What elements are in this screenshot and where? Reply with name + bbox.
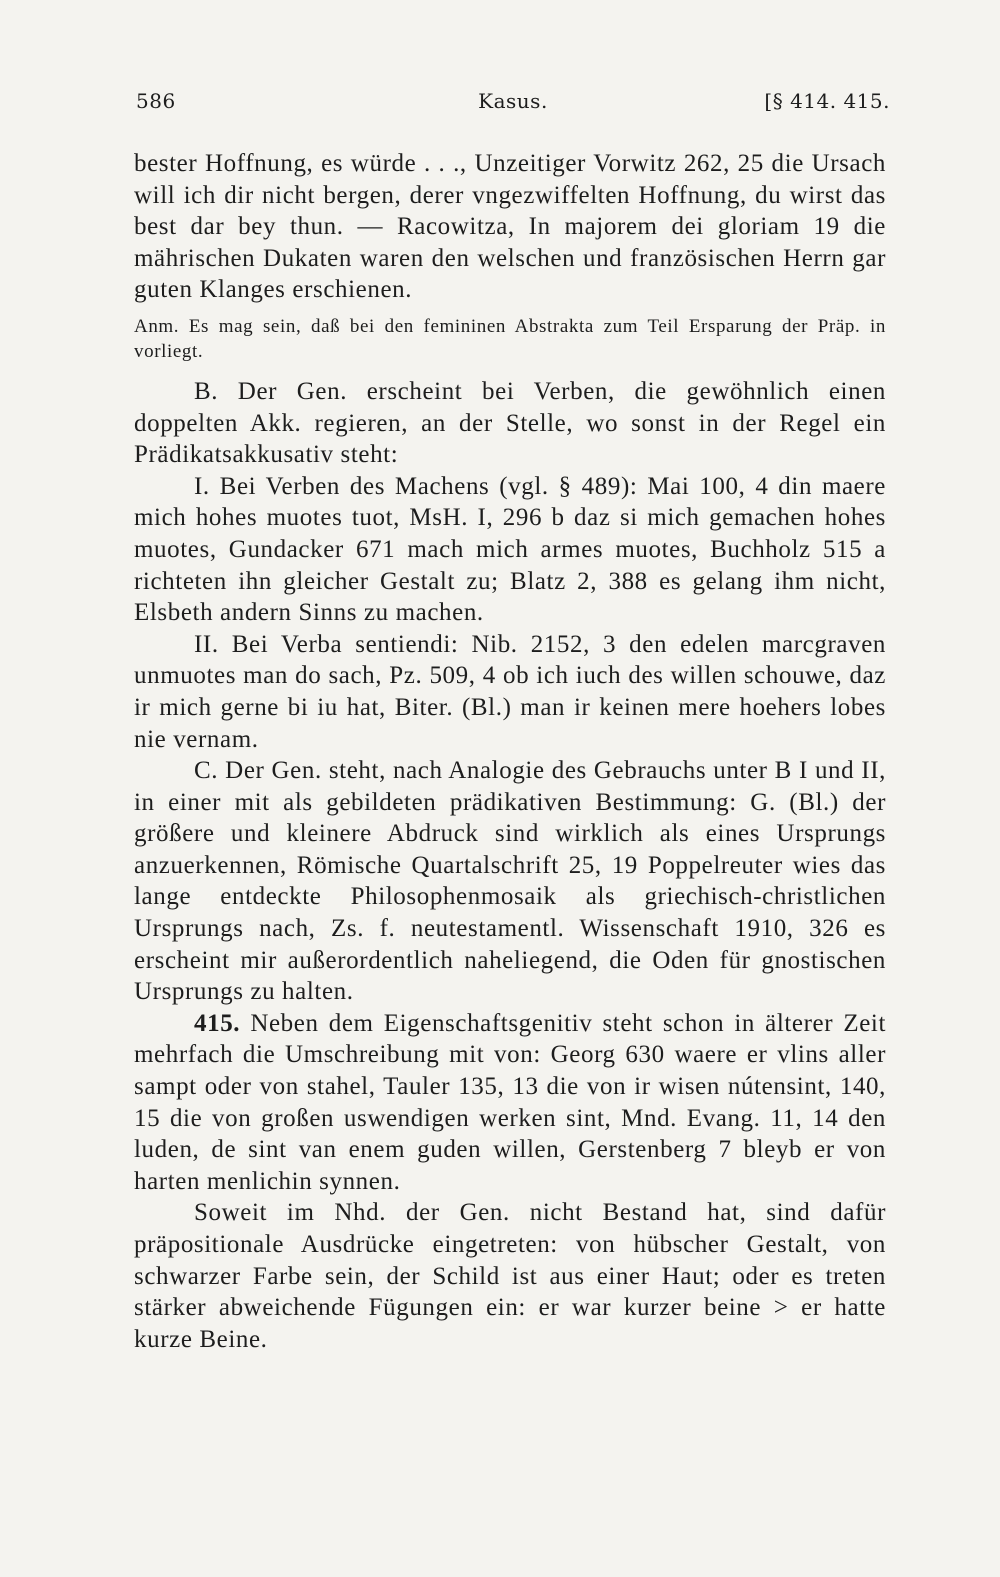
section-number: 415. — [194, 1009, 241, 1037]
paragraph-b: B. Der Gen. erscheint bei Verben, die gewöhnlich einen doppelten Akk. regieren, an der Stelle, wo sonst in der Regel ein Prädikatsakkusativ steht: — [134, 377, 886, 469]
paragraph-continuation: bester Hoffnung, es würde . . ., Unzeitiger Vorwitz 262, 25 die Ursach will ich dir nicht bergen, derer vngezwiffelten Hoffnung, du wirst das best dar bey thun. — Racowitza, In majorem dei gloriam 19 die mährischen Dukaten waren den welschen und französischen Herrn gar guten Klanges erschienen. — [134, 150, 886, 304]
page-body — [134, 148, 886, 1355]
section-reference: [§ 414. 415. — [764, 89, 890, 113]
page-number: 586 — [136, 89, 176, 113]
annotation-note: Anm. Es mag sein, daß bei den femininen Abstrakta zum Teil Ersparung der Präp. in vorliegt. — [134, 315, 886, 362]
section-415 — [134, 1008, 886, 1198]
paragraph-b-ii: II. Bei Verba sentiendi: Nib. 2152, 3 den edelen marcgraven unmuotes man do sach, Pz. 509, 4 ob ich iuch des willen schouwe, daz ir mich gerne bi iu hat, Biter. (Bl.) man ir keinen mere hoehers lobes nie vernam. — [134, 630, 886, 753]
paragraph-nhd: Soweit im Nhd. der Gen. nicht Bestand hat, sind dafür präpositionale Ausdrücke eingetreten: von hübscher Gestalt, von schwarzer Farbe sein, der Schild ist aus einer Haut; oder es treten stärker abweichende Fügungen ein: er war kurzer beine > er hatte kurze Beine. — [134, 1199, 886, 1353]
paragraph-b-i: I. Bei Verben des Machens (vgl. § 489): Mai 100, 4 din maere mich hohes muotes tuot, MsH. I, 296 b daz si mich gemachen hohes muotes, Gundacker 671 mach mich armes muotes, Buchholz 515 a richteten ihn gleicher Gestalt zu; Blatz 2, 388 es gelang ihm nicht, Elsbeth andern Sinns zu machen. — [134, 472, 886, 627]
paragraph-c: C. Der Gen. steht, nach Analogie des Gebrauchs unter B I und II, in einer mit als gebildeten prädikativen Bestimmung: G. (Bl.) der größere und kleinere Abdruck sind wirklich als eines Ursprungs anzuerkennen, Römische Quartalschrift 25, 19 Poppelreuter wies das lange entdeckte Philosophenmosaik als griechisch-christlichen Ursprungs nach, Zs. f. neutestamentl. Wissenschaft 1910, 326 es erscheint mir außerordentlich naheliegend, die Oden für gnostischen Ursprungs zu halten. — [134, 757, 886, 1006]
running-header — [136, 89, 890, 119]
header-title: Kasus. — [478, 89, 548, 113]
section-415-text: Neben dem Eigenschaftsgenitiv steht schon in älterer Zeit mehrfach die Umschreibung mit von: Georg 630 waere er vlins aller sampt oder von stahel, Tauler 135, 13 die von ir wisen nútensint, 140, 15 die von großen uswendigen werken sint, Mnd. Evang. 11, 14 den luden, de sint van enem guden willen, Gerstenberg 7 bleyb er von harten menlichin synnen. — [134, 1009, 886, 1195]
